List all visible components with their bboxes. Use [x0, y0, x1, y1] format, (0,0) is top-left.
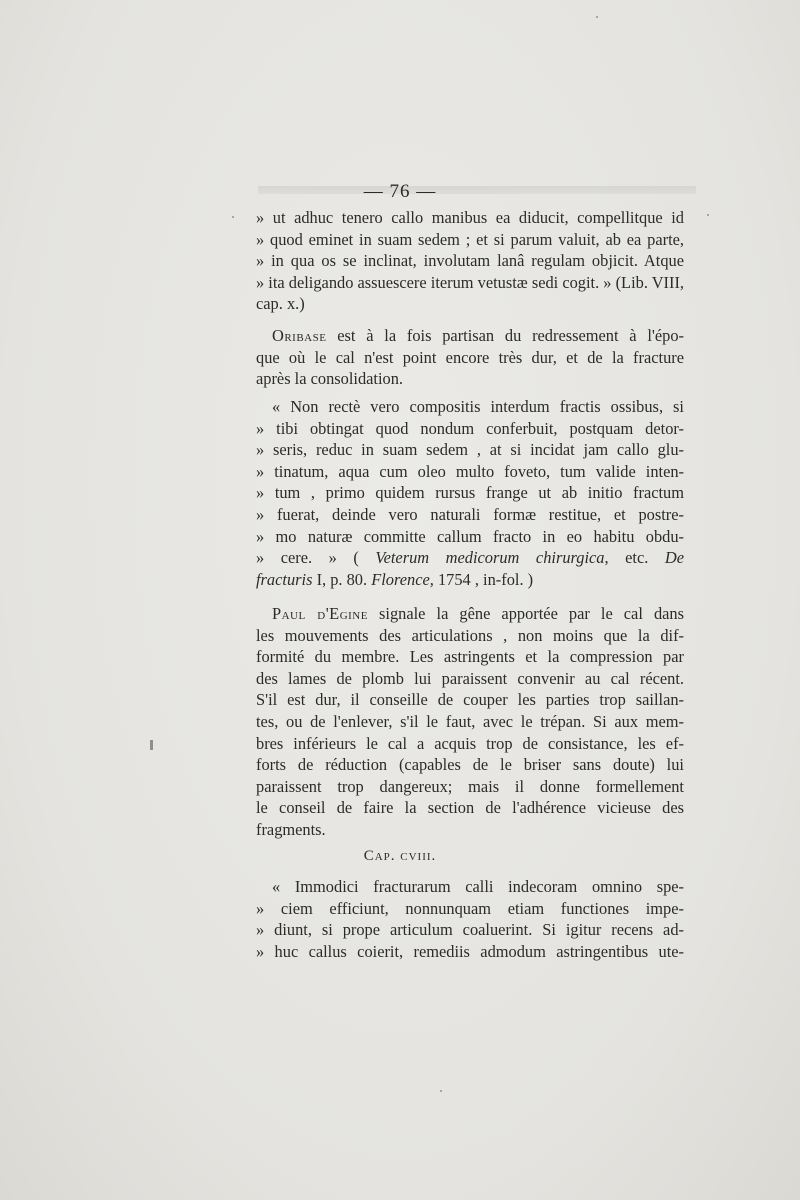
text-line: » fuerat, deinde vero naturali formæ restitue, et postre- [256, 504, 684, 524]
chapter-heading: Cap. cviii. [363, 848, 437, 864]
text-line: » ut adhuc tenero callo manibus ea diducit, compellitque id [256, 208, 684, 227]
text-line: » ita deligando assuescere iterum vetustæ sedi cogit. » (Lib. VIII, [256, 272, 685, 292]
paper-speck [707, 214, 709, 216]
text-line: » mo naturæ committe callum fracto in eo habitu obdu- [256, 526, 684, 546]
text-line: » diunt, si prope articulum coaluerint. Si igitur recens ad- [256, 920, 684, 940]
page-number: — 76 — [363, 181, 437, 202]
text-line: les mouvements des articulations , non moins que la dif- [256, 625, 684, 645]
paragraph-oribase [256, 325, 684, 390]
text-line: cap. x.) [256, 294, 305, 314]
quote-block-2 [256, 396, 684, 590]
quote-block-3 [256, 876, 684, 962]
text-line: fracturis I, p. 80. Florence, 1754 , in-fol. ) [256, 569, 534, 589]
text-line: » in qua os se inclinat, involutam lanâ regulam objicit. Atque [256, 251, 684, 271]
quote-block-1 [256, 207, 684, 315]
text-line: après la consolidation. [256, 369, 404, 389]
text-line: » tibi obtingat quod nondum conferbuit, postquam detor- [256, 418, 684, 438]
margin-mark [150, 740, 153, 750]
text-line: des lames de plomb lui paraissent convenir au cal récent. [256, 668, 684, 688]
text-line: Paul d'Egine signale la gêne apportée par le cal dans [272, 604, 684, 623]
text-line: formité du membre. Les astringents et la compression par [256, 647, 684, 667]
text-line: S'il est dur, il conseille de couper les parties trop saillan- [256, 690, 684, 710]
text-line: que où le cal n'est point encore très dur, et de la fracture [256, 347, 684, 367]
text-line: « Non rectè vero compositis interdum fractis ossibus, si [272, 397, 684, 416]
text-line: « Immodici fracturarum calli indecoram omnino spe- [272, 877, 684, 896]
paper-speck [232, 216, 234, 218]
text-line: forts de réduction (capables de le briser sans doute) lui [256, 755, 684, 775]
text-line: » cere. » ( Veterum medicorum chirurgica, etc. De [256, 548, 685, 568]
paragraph-paul-degine [256, 603, 684, 841]
place-name: Florence, [371, 569, 434, 589]
text-line: tes, ou de l'enlever, s'il le faut, avec le trépan. Si aux mem- [256, 711, 684, 731]
paper-speck [596, 16, 598, 18]
text-line: fragments. [256, 819, 326, 839]
author-name: Paul d'Egine [272, 604, 368, 623]
text-line: » tinatum, aqua cum oleo multo foveto, tum valide inten- [256, 461, 684, 481]
text-line: » seris, reduc in suam sedem , at si incidat jam callo glu- [256, 440, 684, 460]
work-title: Veterum medicorum chirurgica [375, 548, 605, 568]
text-line: Oribase est à la fois partisan du redressement à l'épo- [272, 326, 684, 345]
paper-speck [440, 1090, 442, 1092]
text-line: bres inférieurs le cal a acquis trop de consistance, les ef- [256, 733, 684, 753]
author-name: Oribase [272, 326, 327, 345]
text-line: » quod eminet in suam sedem ; et si parum valuit, ab ea parte, [256, 229, 684, 249]
text-line: paraissent trop dangereux; mais il donne formellement [256, 776, 684, 796]
text-line: » tum , primo quidem rursus frange ut ab initio fractum [256, 483, 684, 503]
text-line: » huc callus coierit, remediis admodum astringentibus ute- [256, 941, 684, 961]
text-line: » ciem efficiunt, nonnunquam etiam functiones impe- [256, 898, 684, 918]
text-line: le conseil de faire la section de l'adhérence vicieuse des [256, 798, 684, 818]
